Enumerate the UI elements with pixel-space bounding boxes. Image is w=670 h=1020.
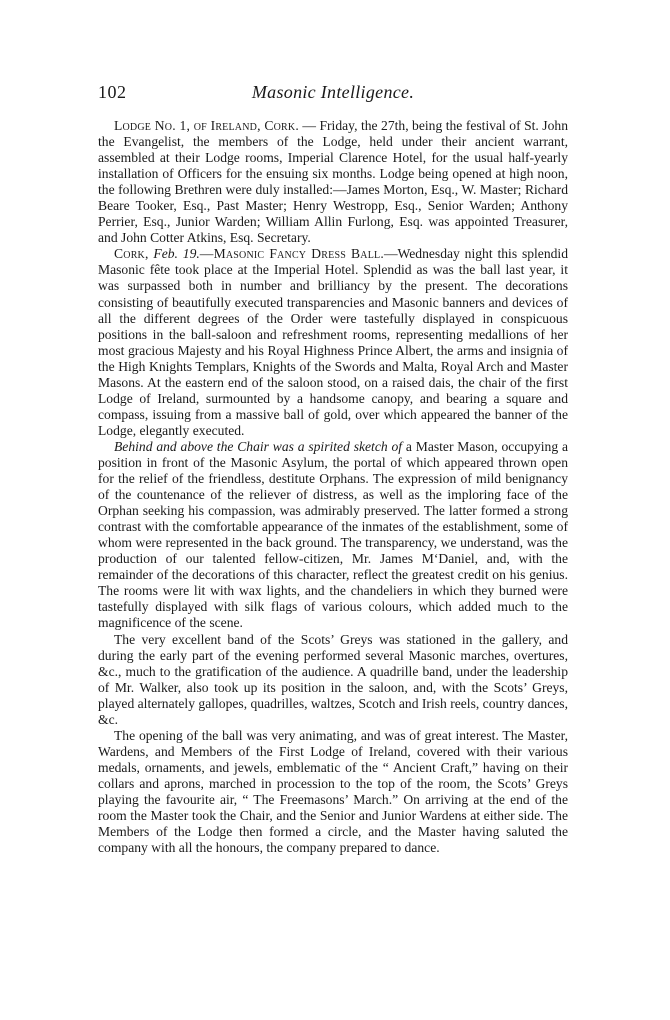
paragraph-text: The very excellent band of the Scots’ Greys was stationed in the gallery, and during the early part of the evening performed several Masonic marches, overtures, &c., much to the gratification of the audience. A quadrille band, under the leadership of Mr. Walker, also took up its position in the saloon, and, with the Scots’ Greys, played alternately gallopes, quadrilles, waltzes, Scotch and Irish reels, country dances, &c.	[98, 631, 568, 727]
paragraph-fancy-dress-ball	[98, 246, 568, 439]
page-number: 102	[98, 82, 127, 102]
running-title: Masonic Intelligence.	[251, 82, 415, 102]
paragraph-date: Feb. 19.	[148, 246, 200, 262]
paragraph-text: —Wednesday night this splendid Masonic fête took place at the Imperial Hotel. Splendid as was the ball last year, it was surpassed both in number and brilliancy by the present. The decorations consisting of beautifully executed transparencies and Masonic banners and devices of all the different degrees of the Order were tastefully displayed in conspicuous positions in the ball-saloon and refreshment rooms, representing medallions of her most gracious Majesty and his Royal Highness Prince Albert, the arms and insignia of the High Knights Templars, Knights of the Swords and Malta, Royal Arch and Master Masons. At the eastern end of the saloon stood, on a raised dais, the chair of the first Lodge of Ireland, surmounted by a handsome canopy, and bearing a square and compass, issuing from a massive ball of gold, over which appeared the banner of the Lodge, elegantly executed.	[98, 246, 569, 438]
paragraph-text: The opening of the ball was very animating, and was of great interest. The Master, Wardens, and Members of the First Lodge of Ireland, covered with their various medals, ornaments, and jewels, emblematic of the “ Ancient Craft,” having on their collars and aprons, marched in procession to the top of the room, the Scots’ Greys playing the favourite air, “ The Freemasons’ March.” On arriving at the end of the room the Master took the Chair, and the Senior and Junior Wardens at either side. The Members of the Lodge then formed a circle, and the Master having saluted the company with all the honours, the company prepared to dance.	[98, 727, 568, 856]
paragraph-text: a Master Mason, occupying a position in front of the Masonic Asylum, the portal of which appeared thrown open for the relief of the friendless, destitute Orphans. The expression of mild benignancy of the countenance of the reliever of distress, as well as the imploring face of the Orphan seeking his compassion, was admirably preserved. The latter formed a strong contrast with the comfortable appearance of the inmates of the establishment, some of whom were represented in the back ground. The transparency, we understand, was the production of our talented fellow-citizen, Mr. James M‘Daniel, and, with the remainder of the decorations of this character, reflect the greatest credit on his genius. The rooms were lit with wax lights, and the chandeliers in which they burned were tastefully displayed with silk flags of various colours, which added much to the magnificence of the scene.	[98, 438, 568, 631]
paragraph-opening-of-ball	[98, 728, 568, 856]
page-header	[98, 82, 568, 108]
paragraph-place: Cork,	[114, 246, 149, 262]
book-page	[98, 82, 568, 856]
paragraph-heading: —Masonic Fancy Dress Ball.	[199, 246, 384, 262]
paragraph-lodge-no-1	[98, 118, 568, 246]
paragraph-band	[98, 632, 568, 728]
paragraph-heading: Lodge No. 1, of Ireland, Cork.	[114, 118, 299, 133]
paragraph-chair-sketch	[98, 439, 568, 632]
paragraph-lead: Behind and above the Chair was a spirited sketch of	[114, 438, 403, 454]
paragraph-text: — Friday, the 27th, being the festival of St. John the Evangelist, the members of the Lodge, held under their ancient warrant, assembled at their Lodge rooms, Imperial Clarence Hotel, for the usual half-yearly installation of Officers for the ensuing six months. Lodge being opened at high noon, the following Brethren were duly installed:—James Morton, Esq., W. Master; Richard Beare Tooker, Esq., Past Master; Henry Westropp, Esq., Senior Warden; Anthony Perrier, Esq., Junior Warden; William Allin Furlong, Esq. was appointed Treasurer, and John Cotter Atkins, Esq. Secretary.	[98, 118, 568, 246]
article-body	[98, 118, 568, 856]
